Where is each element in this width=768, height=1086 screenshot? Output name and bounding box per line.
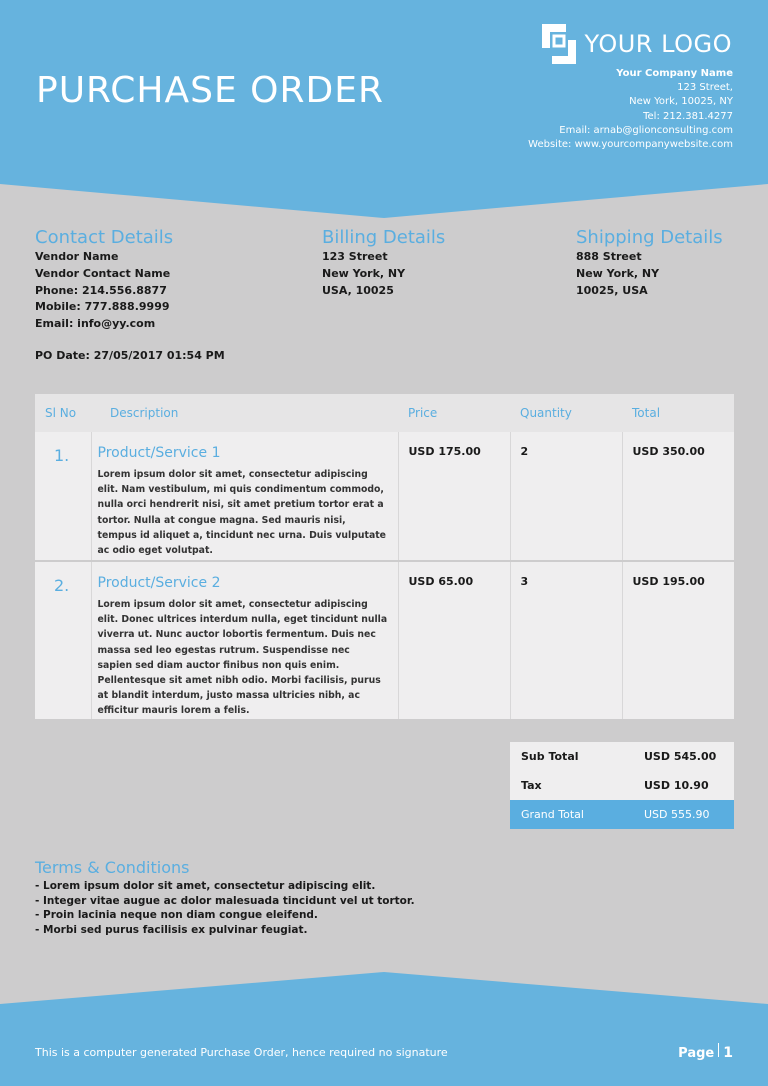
shipping-details-title: Shipping Details (576, 227, 723, 248)
shipping-city: New York, NY (576, 266, 660, 280)
tax-row (510, 771, 734, 800)
quantity-cell: 3 (510, 561, 622, 719)
subtotal-value: USD 545.00 (644, 750, 717, 763)
vendor-contact-name: Vendor Contact Name (35, 266, 171, 280)
product-name: Product/Service 2 (97, 575, 221, 591)
page-separator (718, 1043, 719, 1057)
billing-country: USA, 10025 (322, 283, 394, 297)
company-email: Email: arnab@glionconsulting.com (559, 124, 733, 136)
subtotal-label: Sub Total (521, 750, 579, 763)
table-row (35, 432, 734, 561)
page-label: Page (678, 1046, 715, 1061)
col-header-sl-no: Sl No (35, 394, 91, 432)
price-cell: USD 65.00 (398, 561, 510, 719)
subtotal-row (510, 742, 734, 771)
col-header-quantity: Quantity (510, 394, 622, 432)
logo-mark-icon (540, 22, 578, 66)
totals-box (510, 742, 734, 829)
shipping-details (576, 249, 659, 299)
grand-total-row (510, 800, 734, 829)
footer-banner (0, 968, 768, 1086)
tax-value: USD 10.90 (644, 779, 709, 792)
terms-item: - Integer vitae augue ac dolor malesuada tincidunt vel ut tortor. (35, 894, 415, 907)
billing-details-title: Billing Details (322, 227, 446, 248)
col-header-price: Price (398, 394, 510, 432)
company-name: Your Company Name (616, 68, 733, 79)
tax-label: Tax (521, 779, 542, 792)
billing-street: 123 Street (322, 250, 388, 263)
table-row (35, 561, 734, 719)
terms-item: - Proin lacinia neque non diam congue eleifend. (35, 909, 318, 921)
shipping-street: 888 Street (576, 250, 642, 263)
terms-item: - Morbi sed purus facilisis ex pulvinar feugiat. (35, 923, 308, 936)
product-name: Product/Service 1 (97, 445, 221, 461)
page-indicator (678, 1043, 733, 1061)
footer-note: This is a computer generated Purchase Order, hence required no signature (35, 1046, 448, 1059)
company-website: Website: www.yourcompanywebsite.com (528, 139, 733, 151)
billing-city: New York, NY (322, 266, 406, 280)
vendor-name: Vendor Name (35, 250, 119, 263)
items-table (35, 394, 734, 719)
row-number: 2. (54, 576, 70, 595)
description-cell (91, 561, 398, 719)
col-header-description: Description (91, 394, 398, 432)
row-number-cell (35, 432, 91, 561)
company-street: 123 Street, (677, 82, 733, 94)
vendor-mobile: Mobile: 777.888.9999 (35, 300, 170, 314)
row-number-cell (35, 561, 91, 719)
terms-item: - Lorem ipsum dolor sit amet, consectetur adipiscing elit. (35, 880, 376, 892)
quantity-cell: 2 (510, 432, 622, 561)
company-tel: Tel: 212.381.4277 (643, 110, 733, 122)
table-header-row (35, 394, 734, 432)
row-number: 1. (54, 446, 70, 465)
contact-details (35, 249, 170, 333)
terms-list (35, 879, 415, 937)
description-cell (91, 432, 398, 561)
col-header-total: Total (622, 394, 734, 432)
company-city: New York, 10025, NY (629, 96, 733, 108)
company-logo (540, 22, 732, 66)
grand-total-value: USD 555.90 (644, 808, 710, 821)
grand-total-label: Grand Total (521, 808, 584, 821)
vendor-email: Email: info@yy.com (35, 317, 156, 331)
page-title: PURCHASE ORDER (36, 70, 384, 111)
logo-text: YOUR LOGO (584, 30, 732, 58)
vendor-phone: Phone: 214.556.8877 (35, 283, 167, 297)
page-number: 1 (723, 1045, 733, 1061)
contact-details-title: Contact Details (35, 227, 174, 248)
total-cell: USD 195.00 (622, 561, 734, 719)
company-info (528, 67, 733, 152)
terms-title: Terms & Conditions (35, 858, 190, 877)
po-date: PO Date: 27/05/2017 01:54 PM (35, 349, 225, 362)
product-description: Lorem ipsum dolor sit amet, consectetur adipiscing elit. Nam vestibulum, mi quis condimentum commodo, nulla orci hendrerit nisi, sit amet pretium tortor erat a tortor. Nulla at congue magna. Sed mauris nisi, tempus id aliquet a, tincidunt nec urna. Duis vulputate ac odio eget volutpat. (97, 469, 386, 557)
shipping-country: 10025, USA (576, 283, 648, 297)
total-cell: USD 350.00 (622, 432, 734, 561)
product-description: Lorem ipsum dolor sit amet, consectetur adipiscing elit. Donec ultrices interdum nulla, eget tincidunt nulla viverra ut. Nunc auctor lobortis fermentum. Duis nec massa sed leo egestas rutrum. Suspendisse nec sapien sed diam auctor finibus non quis enim. Pellentesque sit amet nibh odio. Morbi facilisis, purus at blandit interdum, justo massa ultricies nibh, ac efficitur mauris lorem a felis. (97, 599, 388, 717)
billing-details (322, 249, 405, 299)
price-cell: USD 175.00 (398, 432, 510, 561)
